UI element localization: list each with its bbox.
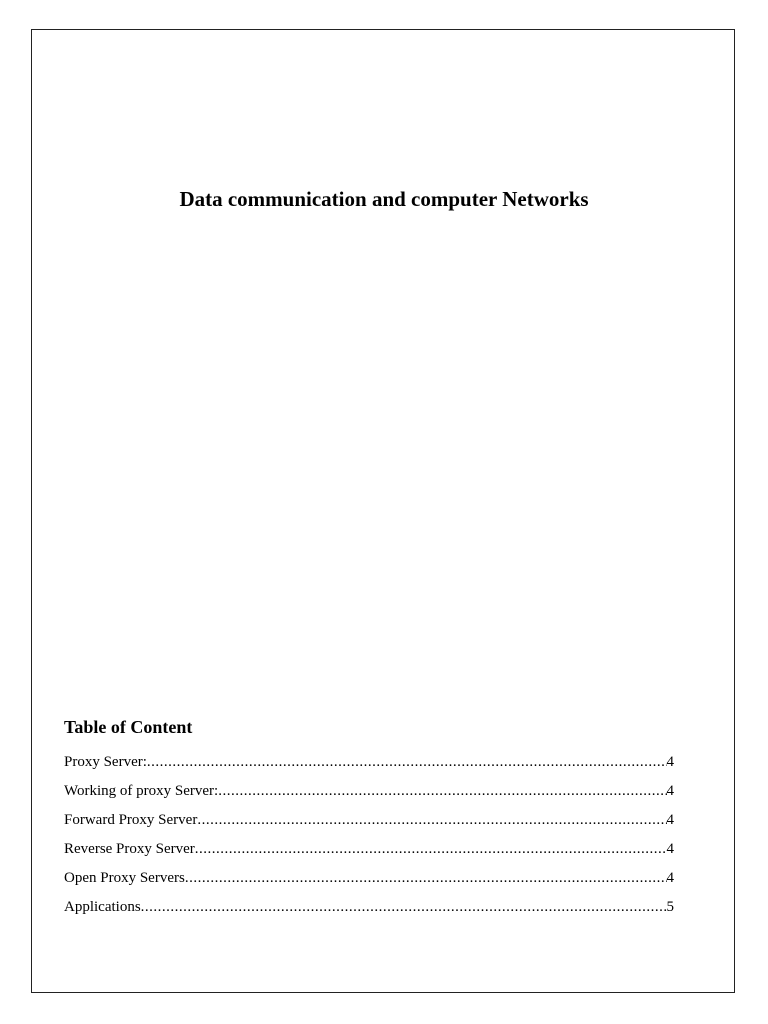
toc-entry-working-of-proxy-server[interactable] (64, 777, 674, 806)
toc-entry-open-proxy-servers[interactable] (64, 864, 674, 893)
toc-dot-leader (185, 864, 667, 893)
toc-page-number: 4 (666, 870, 674, 886)
toc-entry-reverse-proxy-server[interactable] (64, 835, 674, 864)
toc-entry-label: Open Proxy Servers (64, 870, 185, 886)
toc-page-number: 5 (666, 899, 674, 915)
toc-page-number: 4 (666, 754, 674, 770)
toc-dot-leader (195, 835, 667, 864)
table-of-contents (64, 748, 674, 922)
toc-page-number: 4 (666, 841, 674, 857)
toc-entry-label: Working of proxy Server: (64, 783, 219, 799)
toc-heading: Table of Content (64, 717, 193, 737)
toc-dot-leader (197, 806, 666, 835)
toc-page-number: 4 (666, 812, 674, 828)
toc-dot-leader (147, 748, 667, 777)
toc-entry-label: Reverse Proxy Server (64, 841, 195, 857)
toc-entry-label: Proxy Server: (64, 754, 147, 770)
toc-entry-applications[interactable] (64, 893, 674, 922)
toc-dot-leader (218, 777, 666, 806)
document-title: Data communication and computer Networks (179, 187, 589, 211)
toc-entry-label: Forward Proxy Server (64, 812, 198, 828)
toc-entry-proxy-server[interactable] (64, 748, 674, 777)
toc-page-number: 4 (666, 783, 674, 799)
toc-entry-forward-proxy-server[interactable] (64, 806, 674, 835)
toc-entry-label: Applications (64, 899, 141, 915)
toc-dot-leader (141, 893, 667, 922)
